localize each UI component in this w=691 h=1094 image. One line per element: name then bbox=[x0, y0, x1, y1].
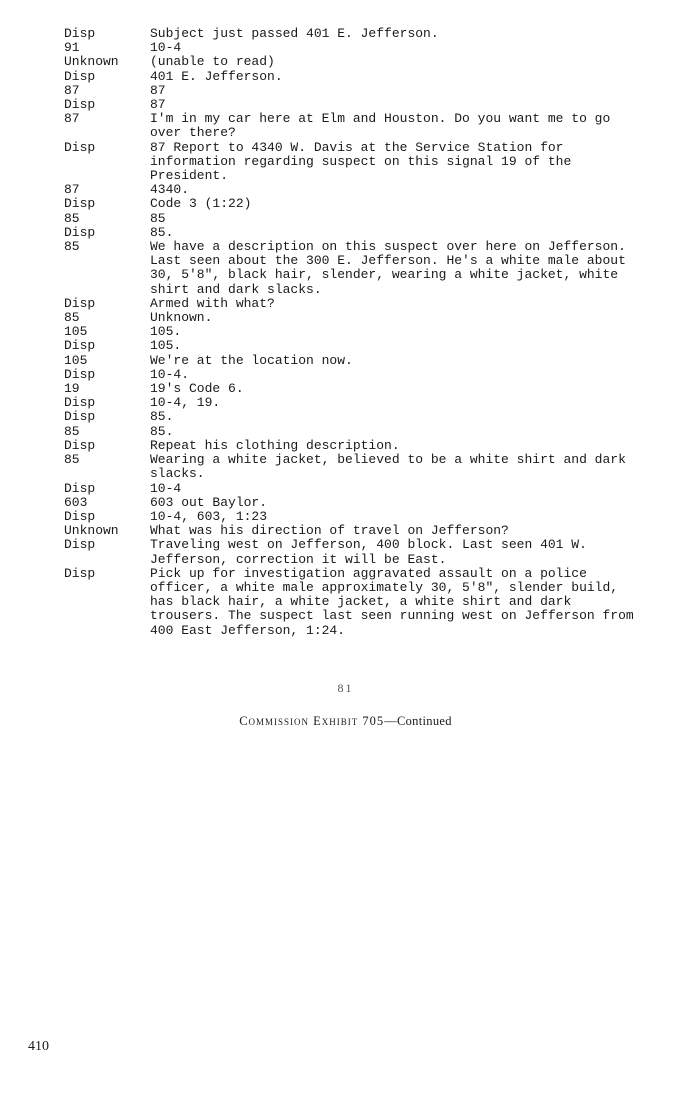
speaker-label: Disp bbox=[64, 338, 96, 354]
message-text: 10-4 bbox=[150, 480, 182, 496]
message-text: 87 bbox=[150, 97, 166, 113]
message-text: Subject just passed 401 E. Jefferson. bbox=[150, 26, 439, 41]
transcript-entry bbox=[64, 410, 654, 424]
transcript-entry bbox=[64, 226, 654, 240]
speaker-label: 91 bbox=[64, 40, 80, 56]
speaker-label: Disp bbox=[64, 508, 96, 524]
message-text: 4340. bbox=[150, 182, 190, 198]
transcript-entry bbox=[64, 510, 654, 524]
speaker-label: Disp bbox=[64, 366, 96, 382]
message-text: 10-4, 19. bbox=[150, 395, 221, 411]
transcript-entry bbox=[64, 197, 654, 211]
transcript-entry bbox=[64, 55, 654, 69]
speaker-label: 87 bbox=[64, 111, 80, 127]
message-text: I'm in my car here at Elm and Houston. Do you want me to go over there? bbox=[150, 111, 611, 141]
speaker-label: 105 bbox=[64, 324, 88, 340]
message-text: 85. bbox=[150, 409, 174, 425]
radio-transcript bbox=[64, 27, 654, 638]
transcript-entry bbox=[64, 496, 654, 510]
speaker-label: Disp bbox=[64, 565, 96, 581]
transcript-entry bbox=[64, 98, 654, 112]
message-text: 85 bbox=[150, 210, 166, 226]
speaker-label: 87 bbox=[64, 182, 80, 198]
page-number: 410 bbox=[28, 1039, 49, 1054]
transcript-entry bbox=[64, 70, 654, 84]
transcript-entry bbox=[64, 382, 654, 396]
speaker-label: Disp bbox=[64, 224, 96, 240]
message-text: 85. bbox=[150, 423, 174, 439]
message-text: 87 Report to 4340 W. Davis at the Service Station for information regarding suspect on this signal 19 of the President. bbox=[150, 139, 572, 184]
speaker-label: Disp bbox=[64, 196, 96, 212]
speaker-label: Disp bbox=[64, 68, 96, 84]
transcript-entry bbox=[64, 41, 654, 55]
speaker-label: 85 bbox=[64, 239, 80, 255]
transcript-entry bbox=[64, 439, 654, 453]
transcript-entry bbox=[64, 453, 654, 481]
transcript-entry bbox=[64, 311, 654, 325]
message-text: 10-4, 603, 1:23 bbox=[150, 508, 268, 524]
message-text: Unknown. bbox=[150, 310, 213, 326]
transcript-entry bbox=[64, 183, 654, 197]
message-text: We have a description on this suspect over here on Jefferson. Last seen about the 300 E. Jefferson. He's a white male about 30, 5'8", black hair, slender, wearing a white jacket, white shirt and dark slacks. bbox=[150, 239, 626, 297]
speaker-label: 105 bbox=[64, 352, 88, 368]
message-text: 105. bbox=[150, 324, 182, 340]
transcript-entry bbox=[64, 27, 654, 41]
transcript-entry bbox=[64, 482, 654, 496]
speaker-label: 85 bbox=[64, 423, 80, 439]
speaker-label: Unknown bbox=[64, 54, 119, 70]
message-text: 401 E. Jefferson. bbox=[150, 68, 283, 84]
message-text: What was his direction of travel on Jefferson? bbox=[150, 523, 509, 539]
transcript-entry bbox=[64, 425, 654, 439]
transcript-entry bbox=[64, 84, 654, 98]
transcript-entry bbox=[64, 354, 654, 368]
message-text: 10-4. bbox=[150, 366, 190, 382]
transcript-entry bbox=[64, 524, 654, 538]
speaker-label: Disp bbox=[64, 295, 96, 311]
message-text: We're at the location now. bbox=[150, 352, 353, 368]
speaker-label: 85 bbox=[64, 210, 80, 226]
transcript-page-number: 81 bbox=[337, 681, 354, 695]
message-text: 19's Code 6. bbox=[150, 381, 244, 397]
speaker-label: Disp bbox=[64, 26, 96, 41]
transcript-entry bbox=[64, 339, 654, 353]
message-text: Pick up for investigation aggravated assault on a police officer, a white male approximately 30, 5'8", slender build, has black hair, a white jacket, a white shirt and dark trousers. The suspect last seen running west on Jefferson from 400 East Jefferson, 1:24. bbox=[150, 565, 634, 638]
speaker-label: Disp bbox=[64, 537, 96, 553]
message-text: 105. bbox=[150, 338, 182, 354]
transcript-entry bbox=[64, 396, 654, 410]
speaker-label: 603 bbox=[64, 494, 88, 510]
message-text: 85. bbox=[150, 224, 174, 240]
speaker-label: 19 bbox=[64, 381, 80, 397]
message-text: (unable to read) bbox=[150, 54, 275, 70]
exhibit-caption bbox=[0, 714, 691, 729]
message-text: 87 bbox=[150, 82, 166, 98]
transcript-entry bbox=[64, 538, 654, 566]
message-text: 603 out Baylor. bbox=[150, 494, 268, 510]
speaker-label: Unknown bbox=[64, 523, 119, 539]
message-text: Wearing a white jacket, believed to be a white shirt and dark slacks. bbox=[150, 452, 626, 482]
transcript-entry bbox=[64, 325, 654, 339]
transcript-entry bbox=[64, 567, 654, 638]
exhibit-suffix: —Continued bbox=[384, 714, 452, 728]
transcript-entry bbox=[64, 240, 654, 297]
speaker-label: Disp bbox=[64, 409, 96, 425]
message-text: Armed with what? bbox=[150, 295, 275, 311]
transcript-entry bbox=[64, 368, 654, 382]
transcript-entry bbox=[64, 212, 654, 226]
exhibit-label: Commission Exhibit 705 bbox=[239, 714, 385, 728]
speaker-label: 87 bbox=[64, 82, 80, 98]
message-text: Repeat his clothing description. bbox=[150, 437, 400, 453]
message-text: Code 3 (1:22) bbox=[150, 196, 252, 212]
message-text: Traveling west on Jefferson, 400 block. Last seen 401 W. Jefferson, correction it will be East. bbox=[150, 537, 587, 567]
message-text: 10-4 bbox=[150, 40, 182, 56]
speaker-label: 85 bbox=[64, 452, 80, 468]
speaker-label: Disp bbox=[64, 97, 96, 113]
transcript-entry bbox=[64, 141, 654, 184]
transcript-entry bbox=[64, 112, 654, 140]
speaker-label: Disp bbox=[64, 139, 96, 155]
speaker-label: Disp bbox=[64, 480, 96, 496]
speaker-label: 85 bbox=[64, 310, 80, 326]
transcript-entry bbox=[64, 297, 654, 311]
speaker-label: Disp bbox=[64, 437, 96, 453]
speaker-label: Disp bbox=[64, 395, 96, 411]
